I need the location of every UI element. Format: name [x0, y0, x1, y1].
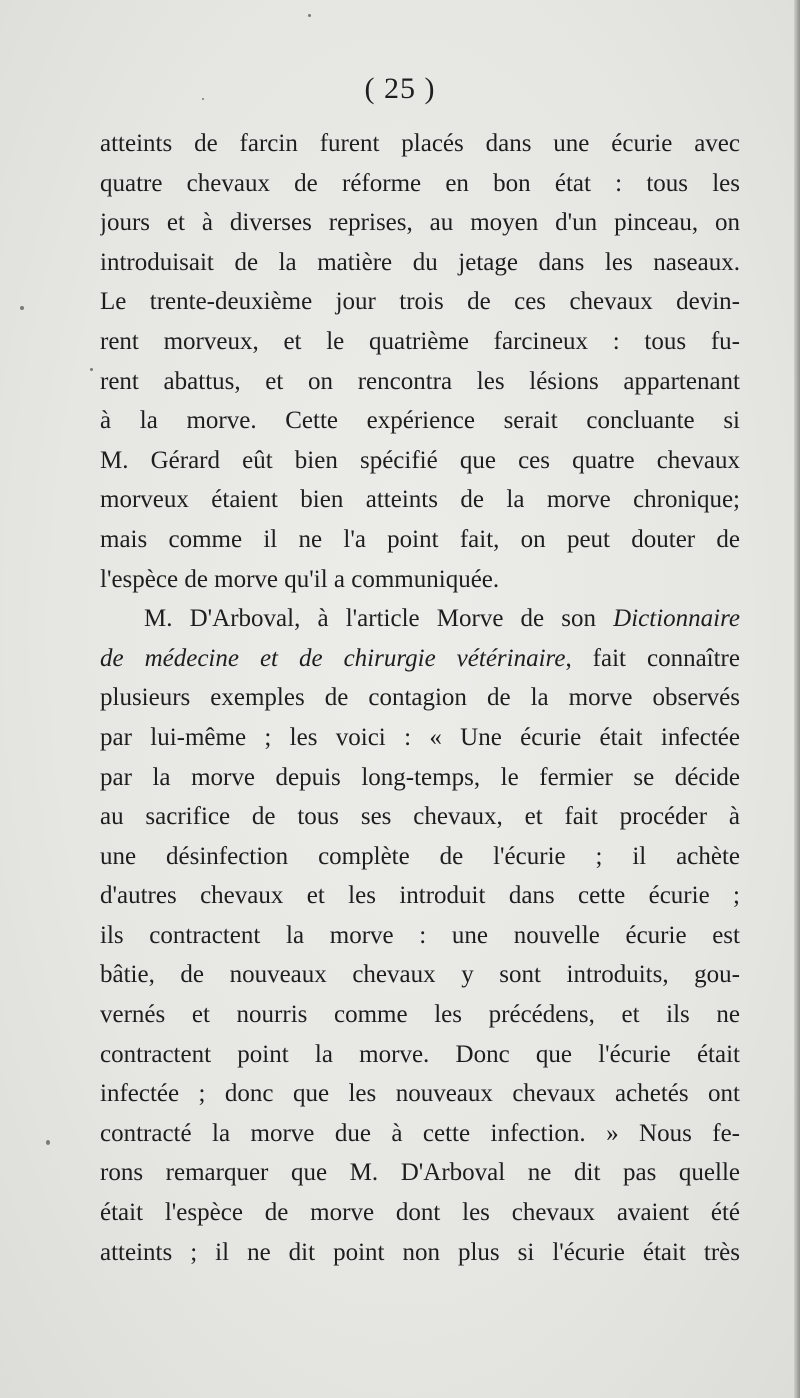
page-number: ( 25 ) — [364, 72, 436, 105]
text-line: rent abattus, et on rencontra les lésions appartenant — [100, 367, 740, 395]
ink-speck — [308, 14, 311, 17]
italic-title-run: de médecine et de chirurgie vétérinaire — [100, 644, 566, 672]
ink-speck — [20, 306, 24, 310]
text-line: par la morve depuis long-temps, le fermier se décide — [100, 763, 740, 791]
text-line: introduisait de la matière du jetage dans les naseaux. — [100, 248, 740, 276]
text-line: morveux étaient bien atteints de la morve chronique; — [100, 486, 740, 514]
text-line: M. Gérard eût bien spécifié que ces quatre chevaux — [100, 446, 740, 474]
paragraph-opening-line — [100, 599, 740, 639]
text-line: par lui-même ; les voici : « Une écurie était infectée — [100, 723, 740, 751]
text-line: atteints de farcin furent placés dans une écurie avec — [100, 130, 740, 157]
text-line: contractent point la morve. Donc que l'écurie était — [100, 1040, 740, 1068]
text-line: bâtie, de nouveaux chevaux y sont introduits, gou- — [100, 961, 740, 989]
text-line — [100, 639, 740, 679]
text-line: était l'espèce de morve dont les chevaux avaient été — [100, 1199, 740, 1227]
text-line: Le trente-deuxième jour trois de ces chevaux devin- — [100, 288, 740, 316]
body-text — [100, 124, 740, 1272]
text-line: rons remarquer que M. D'Arboval ne dit pas quelle — [100, 1159, 740, 1187]
text-line: mais comme il ne l'a point fait, on peut douter de — [100, 525, 740, 553]
text-line: ils contractent la morve : une nouvelle écurie est — [100, 921, 740, 949]
italic-title-run: Dictionnaire — [613, 605, 740, 633]
text-line: quatre chevaux de réforme en bon état : tous les — [100, 169, 740, 197]
text-line: une désinfection complète de l'écurie ; il achète — [100, 842, 740, 870]
ink-speck — [90, 368, 93, 371]
text-line: l'espèce de morve qu'il a communiquée. — [100, 565, 500, 593]
text-run: , fait connaître — [565, 644, 740, 672]
text-line: à la morve. Cette expérience serait concluante si — [100, 407, 740, 435]
text-line: atteints ; il ne dit point non plus si l'écurie était très — [100, 1238, 740, 1266]
ink-speck — [46, 1140, 50, 1145]
text-line: plusieurs exemples de contagion de la morve observés — [100, 684, 740, 712]
text-line: au sacrifice de tous ses chevaux, et fait procéder à — [100, 803, 740, 831]
text-line: d'autres chevaux et les introduit dans cette écurie ; — [100, 882, 740, 910]
text-line: contracté la morve due à cette infection. » Nous fe- — [100, 1119, 740, 1147]
text-line: vernés et nourris comme les précédens, et ils ne — [100, 1001, 740, 1029]
text-run: M. D'Arboval, à l'article Morve de son — [144, 605, 614, 633]
text-line: infectée ; donc que les nouveaux chevaux achetés ont — [100, 1080, 740, 1108]
text-line: rent morveux, et le quatrième farcineux : tous fu- — [100, 327, 740, 355]
text-line: jours et à diverses reprises, au moyen d'un pinceau, on — [100, 209, 740, 237]
page-edge-shadow — [794, 0, 800, 1398]
